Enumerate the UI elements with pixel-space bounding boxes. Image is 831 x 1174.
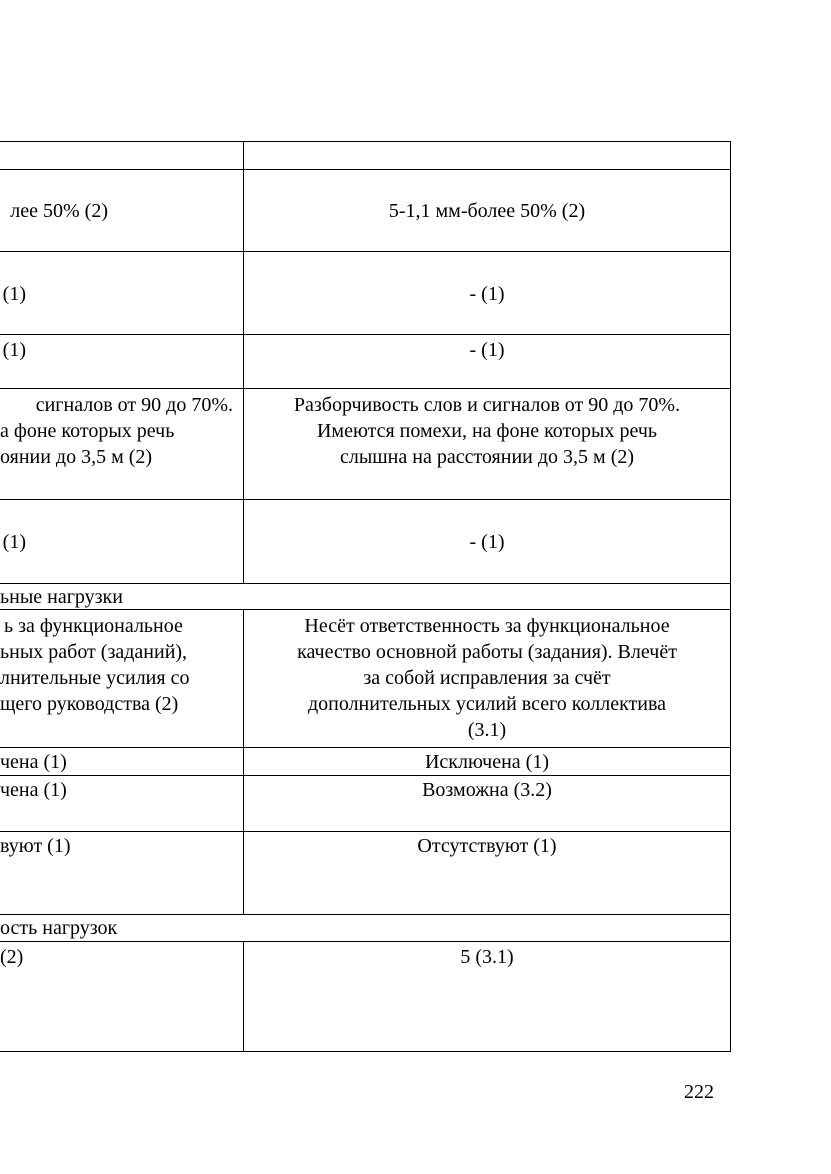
table-cell-right: Исключена (1): [424, 751, 550, 773]
section-heading: ьные нагрузки: [0, 586, 123, 608]
table-cell-left: лее 50% (2): [10, 200, 108, 222]
table-cell-right: Возможна (3.2): [422, 779, 552, 801]
table-cell-left: (1): [2, 339, 26, 361]
table-cell-left: вуют (1): [0, 835, 71, 857]
table-cell-left: [36, 392, 233, 418]
row-border: [0, 251, 731, 252]
row-border: [0, 499, 731, 500]
table-top-border: [0, 141, 731, 142]
table-cell-right: 5 (3.1): [460, 946, 514, 968]
cell-line: оянии до 3,5 м (2): [0, 446, 153, 468]
table-cell-left: (2): [0, 946, 24, 968]
table-cell-right: - (1): [469, 531, 505, 553]
row-border: [0, 583, 731, 584]
table-cell-right: [244, 392, 730, 470]
cell-line: ьных работ (заданий),: [0, 641, 188, 663]
cell-line: щего руководства (2): [0, 693, 179, 715]
table-bottom-border: [0, 1051, 731, 1052]
row-border: [0, 831, 731, 832]
table-cell-left: [0, 613, 189, 717]
cell-line: качество основной работы (задания). Влечёт: [297, 641, 677, 663]
table-cell-left: (1): [2, 283, 26, 305]
cell-line: лнительные усилия со: [0, 667, 190, 689]
table-cell-right: 5-1,1 мм-более 50% (2): [388, 200, 586, 222]
row-border: [0, 914, 731, 915]
cell-line: сигналов от 90 до 70%.: [35, 394, 233, 416]
cell-line: Разборчивость слов и сигналов от 90 до 70%.: [293, 394, 681, 416]
table-cell-right: - (1): [469, 283, 505, 305]
cell-line: (3.1): [467, 719, 507, 741]
row-border: [0, 775, 731, 776]
row-border: [0, 169, 731, 170]
cell-line: слышна на расстоянии до 3,5 м (2): [339, 446, 635, 468]
table-cell-right: - (1): [469, 339, 505, 361]
table-cell-left: чена (1): [0, 779, 67, 801]
table-cell-left: [0, 444, 152, 470]
row-border: [0, 388, 731, 389]
page-number: 222: [684, 1081, 714, 1103]
cell-line: а фоне которых речь: [0, 420, 175, 442]
table-cell-left: (1): [2, 531, 26, 553]
cell-line: за собой исправления за счёт: [363, 667, 611, 689]
row-border: [0, 609, 731, 610]
cell-line: Имеются помехи, на фоне которых речь: [316, 420, 658, 442]
cell-line: дополнительных усилий всего коллектива: [307, 693, 667, 715]
table-cell-left: [0, 418, 174, 444]
section-heading: ость нагрузок: [0, 917, 118, 939]
table-cell-left: чена (1): [0, 751, 67, 773]
table-cell-right: [244, 613, 730, 743]
row-border: [0, 334, 731, 335]
row-border: [0, 941, 731, 942]
table-right-border: [730, 141, 731, 1052]
row-border: [0, 747, 731, 748]
cell-line: Несёт ответственность за функциональное: [304, 615, 670, 637]
table-cell-right: Отсутствуют (1): [417, 835, 557, 857]
cell-line: ь за функциональное: [4, 615, 183, 637]
